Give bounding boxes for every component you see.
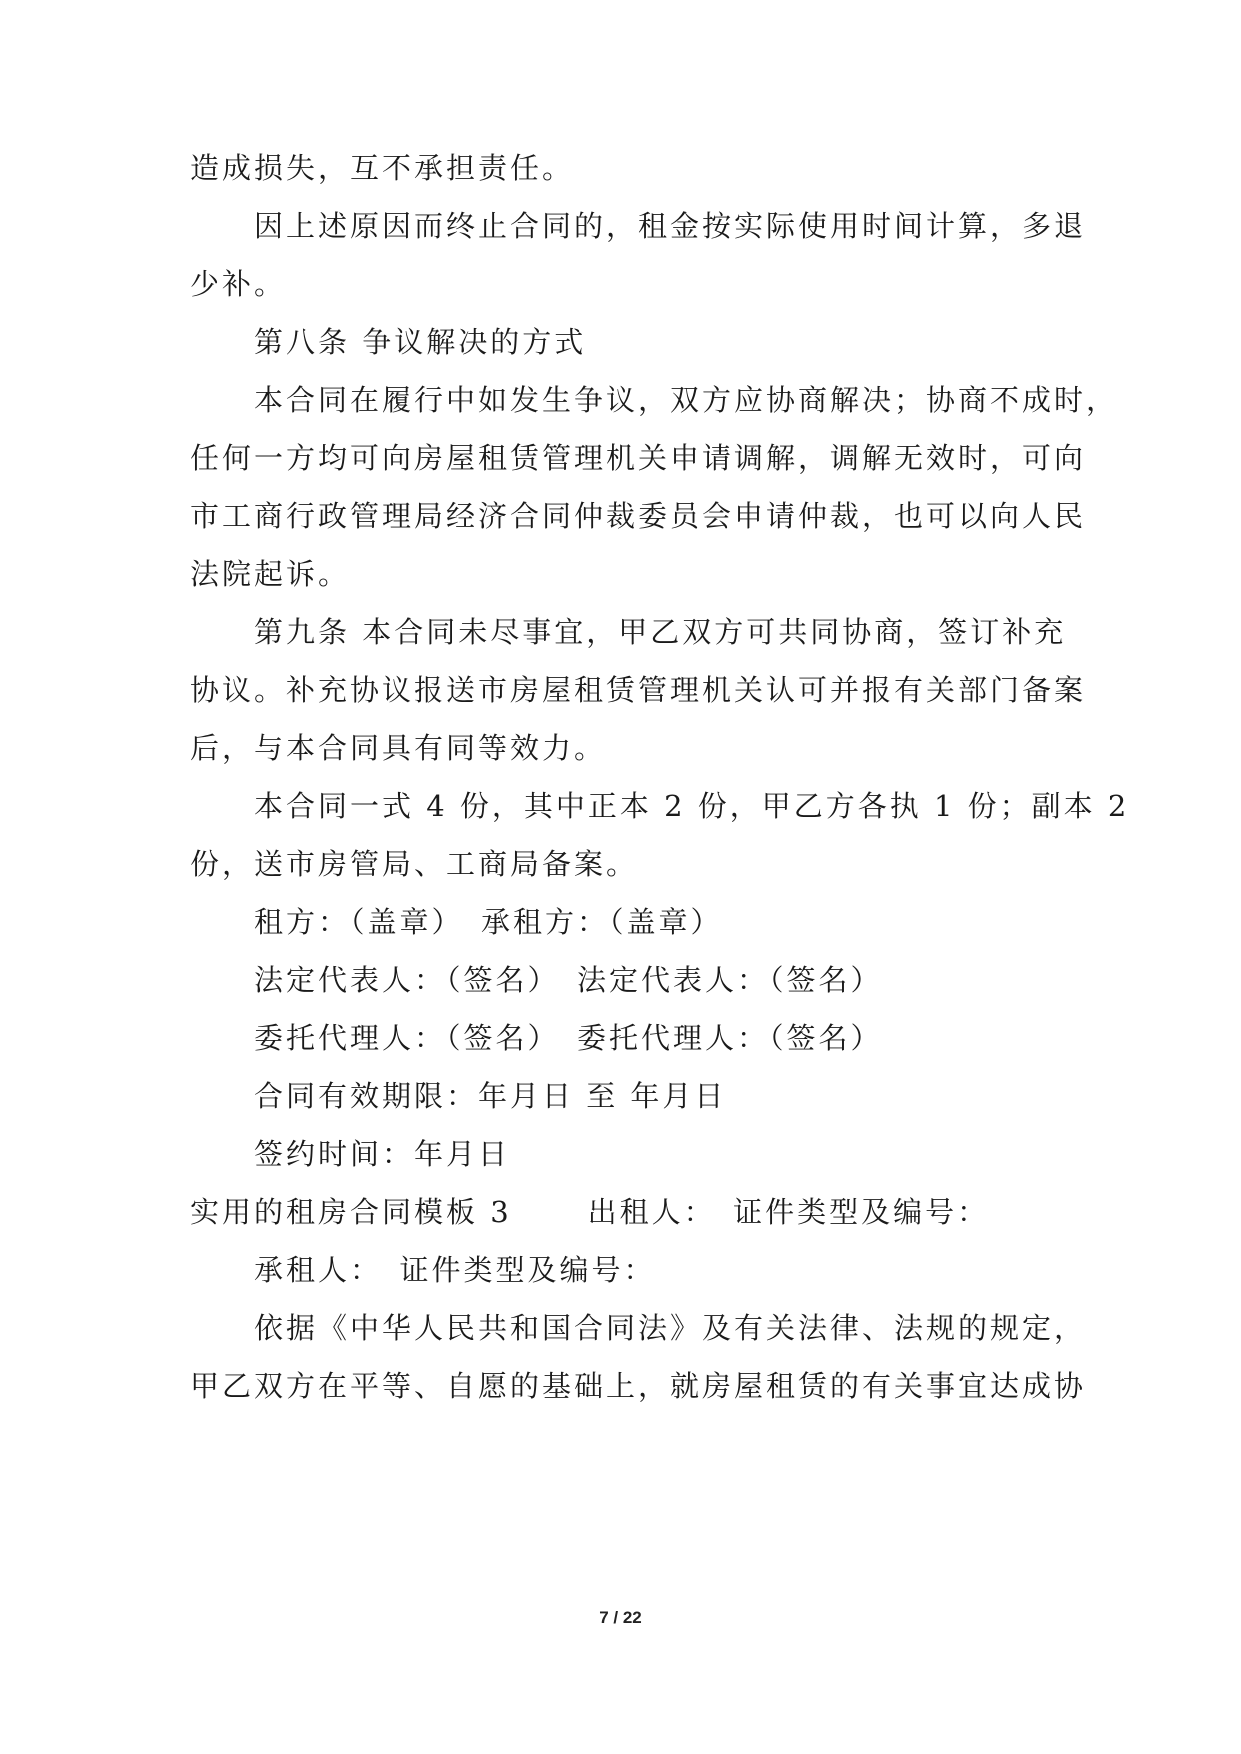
paragraph-line: 协议。补充协议报送市房屋租赁管理机关认可并报有关部门备案 [190, 673, 1087, 707]
template-heading-line [190, 1192, 1070, 1232]
signature-line-agent: 委托代理人：（签名） 委托代理人：（签名） [254, 1021, 883, 1055]
paragraph-line: 后，与本合同具有同等效力。 [190, 731, 607, 765]
paragraph-line: 任何一方均可向房屋租赁管理机关申请调解，调解无效时，可向 [190, 441, 1087, 475]
page-number: 7 / 22 [599, 1608, 642, 1627]
paragraph-line: 本合同在履行中如发生争议，双方应协商解决；协商不成时， [254, 383, 1119, 417]
paragraph-line: 造成损失，互不承担责任。 [190, 151, 575, 185]
lessee-label: 承租人： 证件类型及编号： [254, 1253, 656, 1287]
paragraph-line: 依据《中华人民共和国合同法》及有关法律、法规的规定， [254, 1311, 1087, 1345]
paragraph-line: 法院起诉。 [190, 557, 351, 591]
signature-line-seal: 租方：（盖章） 承租方：（盖章） [254, 905, 723, 939]
article-heading: 第九条 本合同未尽事宜，甲乙双方可共同协商，签订补充 [254, 615, 1067, 649]
paragraph-line: 少补。 [190, 267, 287, 301]
validity-period-line: 合同有效期限：年月日 至 年月日 [254, 1079, 727, 1113]
paragraph-line: 市工商行政管理局经济合同仲裁委员会申请仲裁，也可以向人民 [190, 499, 1087, 533]
article-heading: 第八条 争议解决的方式 [254, 325, 587, 359]
paragraph-line: 份，送市房管局、工商局备案。 [190, 847, 639, 881]
paragraph-line: 因上述原因而终止合同的，租金按实际使用时间计算，多退 [254, 209, 1087, 243]
signing-date-line: 签约时间：年月日 [254, 1137, 511, 1171]
lessor-label: 出租人： 证件类型及编号： [587, 1195, 990, 1229]
template-title: 实用的租房合同模板 3 [190, 1195, 512, 1229]
signature-line-legal-rep: 法定代表人：（签名） 法定代表人：（签名） [254, 963, 883, 997]
paragraph-line: 甲乙双方在平等、自愿的基础上，就房屋租赁的有关事宜达成协 [190, 1369, 1087, 1403]
paragraph-line: 本合同一式 4 份，其中正本 2 份，甲乙方各执 1 份；副本 2 [254, 789, 1130, 823]
